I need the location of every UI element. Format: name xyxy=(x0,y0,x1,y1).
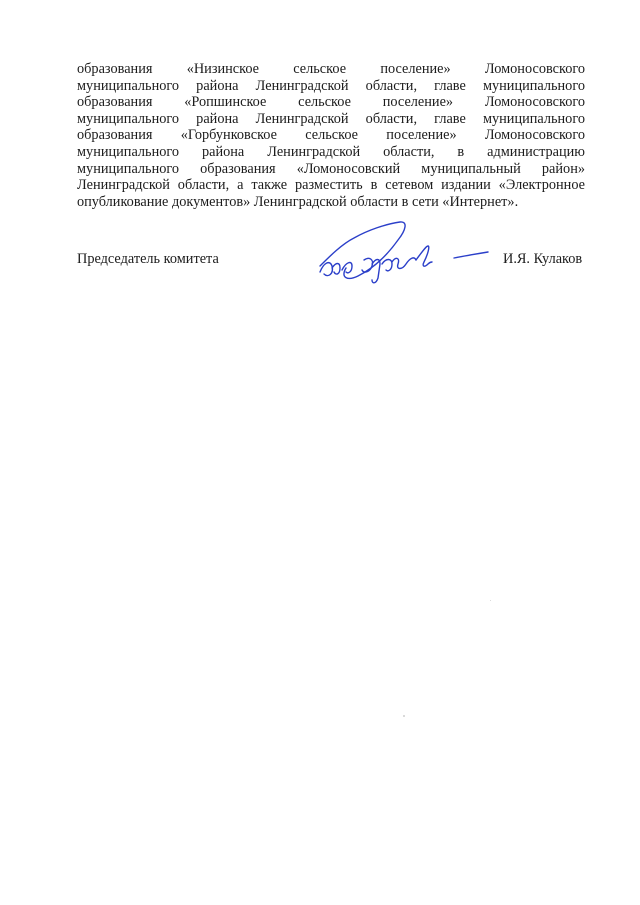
handwritten-signature xyxy=(312,216,502,288)
body-paragraph xyxy=(77,61,585,210)
body-line: опубликование документов» Ленинградской области в сети «Интернет». xyxy=(77,193,519,210)
body-line: муниципального образования «Ломоносовский муниципальный район» xyxy=(77,160,585,177)
body-line: образования «Низинское сельское поселение» Ломоносовского xyxy=(77,61,585,77)
scan-speck xyxy=(490,600,491,601)
body-line: Ленинградской области, а также разместить в сетевом издании «Электронное xyxy=(77,177,585,194)
body-line: муниципального района Ленинградской области, в администрацию xyxy=(77,143,585,160)
scan-speck xyxy=(403,715,405,717)
signatory-role: Председатель комитета xyxy=(77,251,219,267)
body-line: образования «Горбунковское сельское поселение» Ломоносовского xyxy=(77,127,585,144)
body-line: муниципального района Ленинградской области, главе муниципального xyxy=(77,110,585,127)
body-line: образования «Ропшинское сельское поселение» Ломоносовского xyxy=(77,94,585,111)
signatory-name: И.Я. Кулаков xyxy=(503,251,583,267)
body-line: муниципального района Ленинградской области, главе муниципального xyxy=(77,77,585,94)
